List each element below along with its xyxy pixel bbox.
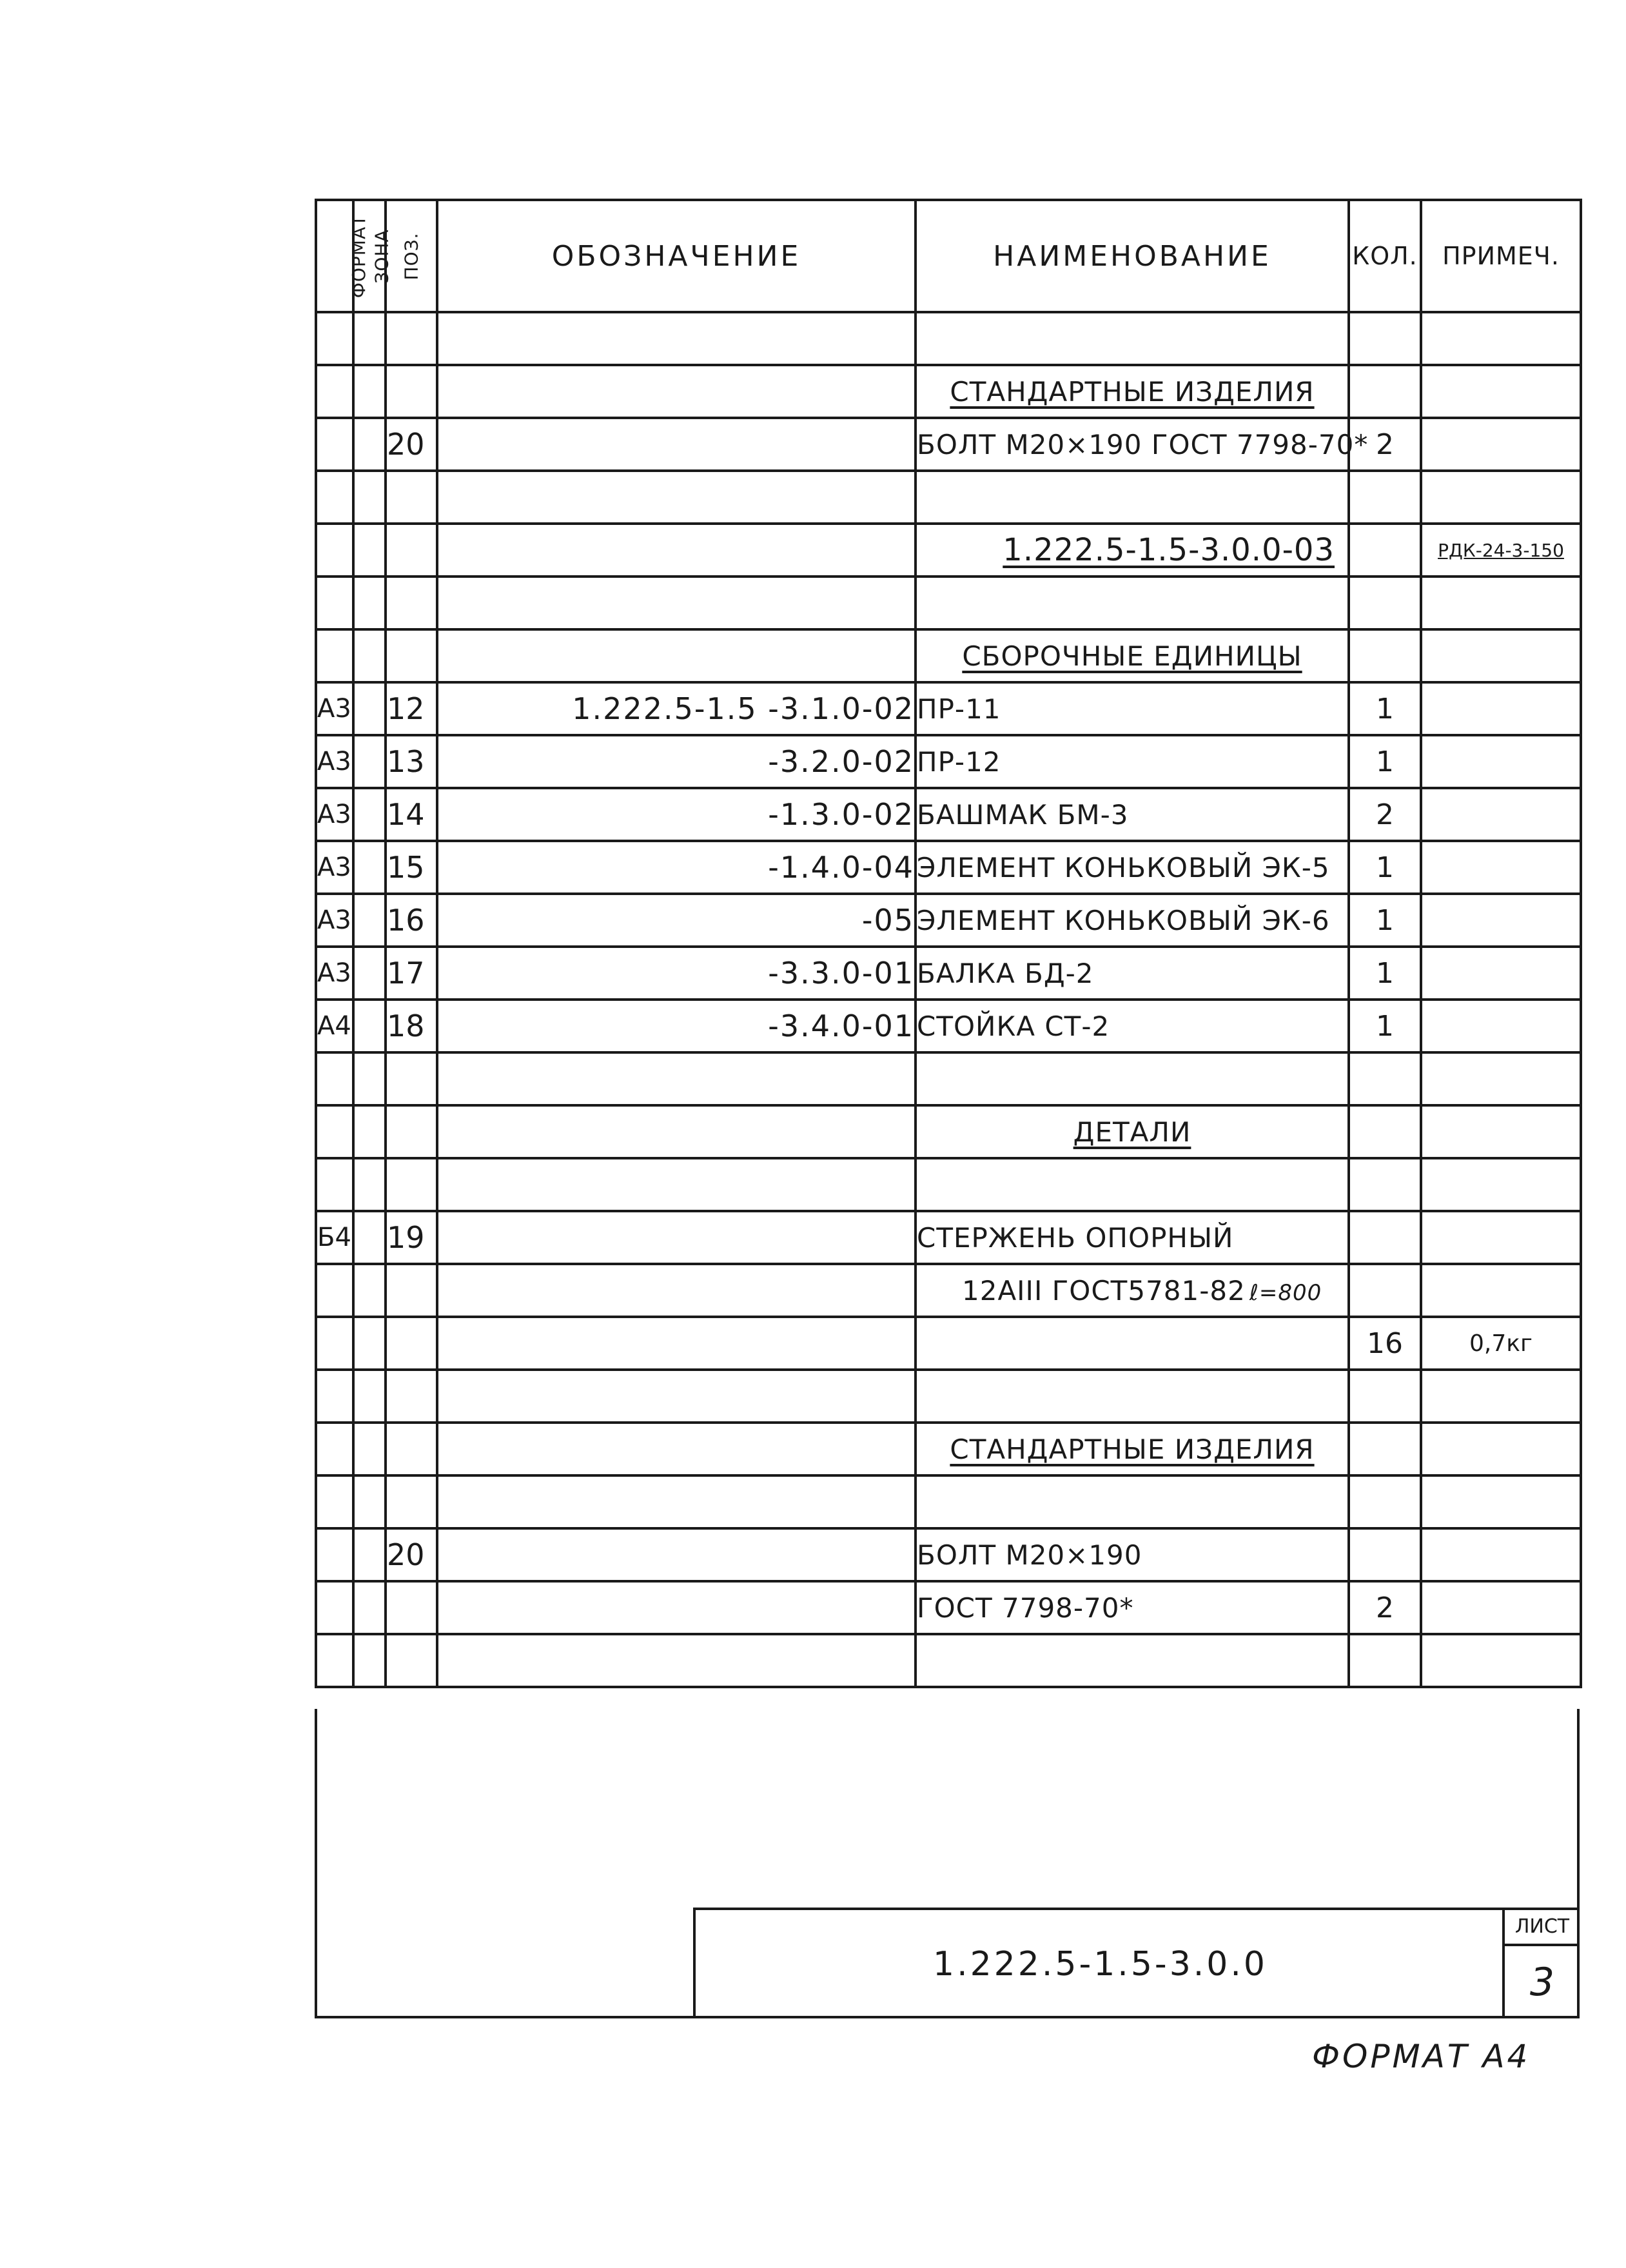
cell-name: ЭЛЕМЕНТ КОНЬКОВЫЙ ЭК-6 — [916, 894, 1349, 947]
cell-note — [1421, 577, 1581, 629]
cell-format: А4 — [316, 1000, 353, 1052]
table-row — [316, 841, 1581, 894]
cell-position — [386, 524, 437, 577]
cell-note — [1421, 365, 1581, 418]
cell-format: А3 — [316, 841, 353, 894]
header-format: ФОРМАТ — [316, 200, 353, 312]
cell-quantity — [1349, 1105, 1421, 1158]
cell-format — [316, 629, 353, 682]
cell-zone — [353, 1264, 386, 1317]
cell-name: 12АIII ГОСТ5781-82 ℓ=800 — [916, 1264, 1349, 1317]
table-row — [316, 1105, 1581, 1158]
cell-quantity — [1349, 1475, 1421, 1528]
sheet-label: ЛИСТ — [1505, 1910, 1580, 1946]
cell-zone — [353, 312, 386, 365]
cell-quantity — [1349, 1370, 1421, 1423]
cell-designation — [437, 1423, 916, 1475]
table-row — [316, 1211, 1581, 1264]
cell-position — [386, 577, 437, 629]
cell-note — [1421, 312, 1581, 365]
table-header-row — [316, 200, 1581, 312]
cell-designation — [437, 418, 916, 471]
cell-format — [316, 1528, 353, 1581]
cell-position: 18 — [386, 1000, 437, 1052]
cell-note — [1421, 1264, 1581, 1317]
cell-format: А3 — [316, 682, 353, 735]
cell-zone — [353, 577, 386, 629]
cell-designation — [437, 1158, 916, 1211]
sheet-box — [1502, 1910, 1580, 2018]
table-row — [316, 1581, 1581, 1634]
table-row — [316, 788, 1581, 841]
cell-zone — [353, 735, 386, 788]
cell-zone — [353, 947, 386, 1000]
cell-quantity — [1349, 1264, 1421, 1317]
cell-position — [386, 629, 437, 682]
cell-designation — [437, 471, 916, 524]
table-row — [316, 1264, 1581, 1317]
table-row — [316, 577, 1581, 629]
table-row — [316, 629, 1581, 682]
cell-designation: -05 — [437, 894, 916, 947]
cell-quantity — [1349, 1634, 1421, 1687]
header-qty: КОЛ. — [1349, 200, 1421, 312]
cell-note — [1421, 947, 1581, 1000]
cell-position — [386, 1475, 437, 1528]
length-annotation: ℓ=800 — [1249, 1279, 1322, 1306]
cell-zone — [353, 1105, 386, 1158]
cell-format — [316, 1370, 353, 1423]
cell-position — [386, 1158, 437, 1211]
cell-quantity: 2 — [1349, 788, 1421, 841]
cell-zone — [353, 629, 386, 682]
cell-name: СТАНДАРТНЫЕ ИЗДЕЛИЯ — [916, 365, 1349, 418]
cell-designation — [437, 1317, 916, 1370]
cell-position: 19 — [386, 1211, 437, 1264]
cell-format: Б4 — [316, 1211, 353, 1264]
title-block — [693, 1908, 1580, 2018]
cell-quantity — [1349, 1052, 1421, 1105]
specification-body — [316, 312, 1581, 1687]
cell-zone — [353, 1052, 386, 1105]
table-row — [316, 1158, 1581, 1211]
cell-quantity — [1349, 577, 1421, 629]
cell-quantity — [1349, 471, 1421, 524]
cell-zone — [353, 682, 386, 735]
cell-format — [316, 1158, 353, 1211]
cell-position — [386, 312, 437, 365]
cell-designation: -1.4.0-04 — [437, 841, 916, 894]
cell-zone — [353, 894, 386, 947]
cell-position — [386, 1581, 437, 1634]
cell-note — [1421, 894, 1581, 947]
header-zone: ЗОНА — [353, 200, 386, 312]
cell-note — [1421, 1475, 1581, 1528]
cell-position: 17 — [386, 947, 437, 1000]
cell-quantity — [1349, 312, 1421, 365]
cell-name — [916, 1158, 1349, 1211]
cell-position — [386, 471, 437, 524]
cell-note — [1421, 682, 1581, 735]
table-row — [316, 1528, 1581, 1581]
cell-designation — [437, 1634, 916, 1687]
cell-format — [316, 1475, 353, 1528]
cell-format — [316, 1317, 353, 1370]
cell-format — [316, 312, 353, 365]
cell-note — [1421, 1052, 1581, 1105]
cell-note — [1421, 1211, 1581, 1264]
cell-quantity — [1349, 1423, 1421, 1475]
cell-position: 12 — [386, 682, 437, 735]
cell-format: А3 — [316, 894, 353, 947]
cell-note — [1421, 1423, 1581, 1475]
cell-quantity — [1349, 1158, 1421, 1211]
cell-zone — [353, 1634, 386, 1687]
table-row — [316, 1317, 1581, 1370]
cell-position — [386, 1105, 437, 1158]
cell-designation — [437, 1105, 916, 1158]
table-row — [316, 1475, 1581, 1528]
cell-designation: 1.222.5-1.5 -3.1.0-02 — [437, 682, 916, 735]
cell-note — [1421, 1105, 1581, 1158]
cell-name: ДЕТАЛИ — [916, 1105, 1349, 1158]
cell-name: ЭЛЕМЕНТ КОНЬКОВЫЙ ЭК-5 — [916, 841, 1349, 894]
cell-designation — [437, 1370, 916, 1423]
cell-name: БОЛТ М20×190 — [916, 1528, 1349, 1581]
cell-zone — [353, 418, 386, 471]
cell-position: 20 — [386, 1528, 437, 1581]
cell-zone — [353, 1211, 386, 1264]
cell-position — [386, 1264, 437, 1317]
table-row — [316, 524, 1581, 577]
cell-format: А3 — [316, 735, 353, 788]
cell-designation: -1.3.0-02 — [437, 788, 916, 841]
cell-name — [916, 1475, 1349, 1528]
cell-designation — [437, 1211, 916, 1264]
cell-quantity — [1349, 1528, 1421, 1581]
cell-designation: -3.2.0-02 — [437, 735, 916, 788]
cell-format — [316, 524, 353, 577]
cell-format: А3 — [316, 788, 353, 841]
cell-zone — [353, 524, 386, 577]
cell-designation — [437, 365, 916, 418]
cell-format — [316, 1264, 353, 1317]
cell-quantity: 1 — [1349, 1000, 1421, 1052]
cell-name: СТОЙКА СТ-2 — [916, 1000, 1349, 1052]
cell-zone — [353, 1528, 386, 1581]
cell-quantity: 2 — [1349, 1581, 1421, 1634]
cell-name — [916, 1052, 1349, 1105]
cell-position — [386, 365, 437, 418]
cell-name: 1.222.5-1.5-3.0.0-03 — [916, 524, 1349, 577]
cell-position — [386, 1423, 437, 1475]
cell-position — [386, 1317, 437, 1370]
cell-name — [916, 577, 1349, 629]
cell-position: 13 — [386, 735, 437, 788]
cell-zone — [353, 841, 386, 894]
cell-position: 16 — [386, 894, 437, 947]
cell-name — [916, 1634, 1349, 1687]
cell-format — [316, 365, 353, 418]
cell-name — [916, 1317, 1349, 1370]
specification-table — [315, 199, 1582, 1688]
cell-quantity — [1349, 629, 1421, 682]
table-row — [316, 1634, 1581, 1687]
cell-position: 15 — [386, 841, 437, 894]
cell-quantity: 1 — [1349, 841, 1421, 894]
cell-position: 20 — [386, 418, 437, 471]
cell-format: А3 — [316, 947, 353, 1000]
cell-zone — [353, 1317, 386, 1370]
cell-name: БОЛТ М20×190 ГОСТ 7798-70* — [916, 418, 1349, 471]
cell-designation: -3.4.0-01 — [437, 1000, 916, 1052]
table-row — [316, 682, 1581, 735]
cell-designation — [437, 1264, 916, 1317]
cell-name — [916, 1370, 1349, 1423]
format-note: ФОРМАТ А4 — [1312, 2038, 1531, 2075]
cell-note — [1421, 1634, 1581, 1687]
cell-format — [316, 1581, 353, 1634]
table-row — [316, 312, 1581, 365]
cell-zone — [353, 788, 386, 841]
cell-format — [316, 1105, 353, 1158]
cell-position — [386, 1052, 437, 1105]
cell-name — [916, 312, 1349, 365]
cell-quantity: 1 — [1349, 735, 1421, 788]
cell-position: 14 — [386, 788, 437, 841]
cell-quantity: 1 — [1349, 894, 1421, 947]
cell-zone — [353, 365, 386, 418]
cell-format — [316, 577, 353, 629]
cell-designation: -3.3.0-01 — [437, 947, 916, 1000]
table-row — [316, 1370, 1581, 1423]
cell-name: ГОСТ 7798-70* — [916, 1581, 1349, 1634]
cell-name: СТАНДАРТНЫЕ ИЗДЕЛИЯ — [916, 1423, 1349, 1475]
cell-note — [1421, 1158, 1581, 1211]
cell-zone — [353, 1475, 386, 1528]
table-row — [316, 947, 1581, 1000]
header-pos: ПОЗ. — [386, 200, 437, 312]
cell-note: РДК-24-3-150 — [1421, 524, 1581, 577]
cell-quantity — [1349, 365, 1421, 418]
cell-name: СБОРОЧНЫЕ ЕДИНИЦЫ — [916, 629, 1349, 682]
cell-note — [1421, 1370, 1581, 1423]
cell-designation — [437, 312, 916, 365]
cell-note — [1421, 735, 1581, 788]
cell-note — [1421, 471, 1581, 524]
cell-note — [1421, 1000, 1581, 1052]
cell-designation — [437, 524, 916, 577]
cell-zone — [353, 1370, 386, 1423]
cell-note — [1421, 841, 1581, 894]
table-row — [316, 418, 1581, 471]
cell-format — [316, 1052, 353, 1105]
table-row — [316, 471, 1581, 524]
cell-name — [916, 471, 1349, 524]
table-row — [316, 735, 1581, 788]
cell-note: 0,7кг — [1421, 1317, 1581, 1370]
cell-zone — [353, 471, 386, 524]
cell-quantity — [1349, 524, 1421, 577]
cell-name: БАШМАК БМ-3 — [916, 788, 1349, 841]
cell-zone — [353, 1158, 386, 1211]
cell-note — [1421, 1581, 1581, 1634]
cell-quantity — [1349, 1211, 1421, 1264]
table-row — [316, 1000, 1581, 1052]
cell-designation — [437, 1475, 916, 1528]
cell-quantity: 1 — [1349, 682, 1421, 735]
cell-zone — [353, 1581, 386, 1634]
cell-zone — [353, 1423, 386, 1475]
cell-name: ПР-12 — [916, 735, 1349, 788]
cell-position — [386, 1634, 437, 1687]
cell-format — [316, 471, 353, 524]
cell-designation — [437, 629, 916, 682]
cell-note — [1421, 1528, 1581, 1581]
cell-name: БАЛКА БД-2 — [916, 947, 1349, 1000]
table-row — [316, 1423, 1581, 1475]
cell-note — [1421, 788, 1581, 841]
cell-format — [316, 1634, 353, 1687]
header-name: НАИМЕНОВАНИЕ — [916, 200, 1349, 312]
cell-zone — [353, 1000, 386, 1052]
header-designation: ОБОЗНАЧЕНИЕ — [437, 200, 916, 312]
header-note: ПРИМЕЧ. — [1421, 200, 1581, 312]
cell-designation — [437, 1528, 916, 1581]
cell-designation — [437, 577, 916, 629]
cell-designation — [437, 1052, 916, 1105]
table-row — [316, 894, 1581, 947]
cell-position — [386, 1370, 437, 1423]
cell-quantity: 2 — [1349, 418, 1421, 471]
sheet-number: 3 — [1529, 1960, 1555, 2005]
document-code: 1.222.5-1.5-3.0.0 — [932, 1945, 1268, 1984]
cell-format — [316, 1423, 353, 1475]
cell-note — [1421, 418, 1581, 471]
table-row — [316, 1052, 1581, 1105]
cell-format — [316, 418, 353, 471]
cell-name: ПР-11 — [916, 682, 1349, 735]
cell-quantity: 1 — [1349, 947, 1421, 1000]
cell-name: СТЕРЖЕНЬ ОПОРНЫЙ — [916, 1211, 1349, 1264]
cell-designation — [437, 1581, 916, 1634]
cell-note — [1421, 629, 1581, 682]
table-row — [316, 365, 1581, 418]
cell-quantity: 16 — [1349, 1317, 1421, 1370]
